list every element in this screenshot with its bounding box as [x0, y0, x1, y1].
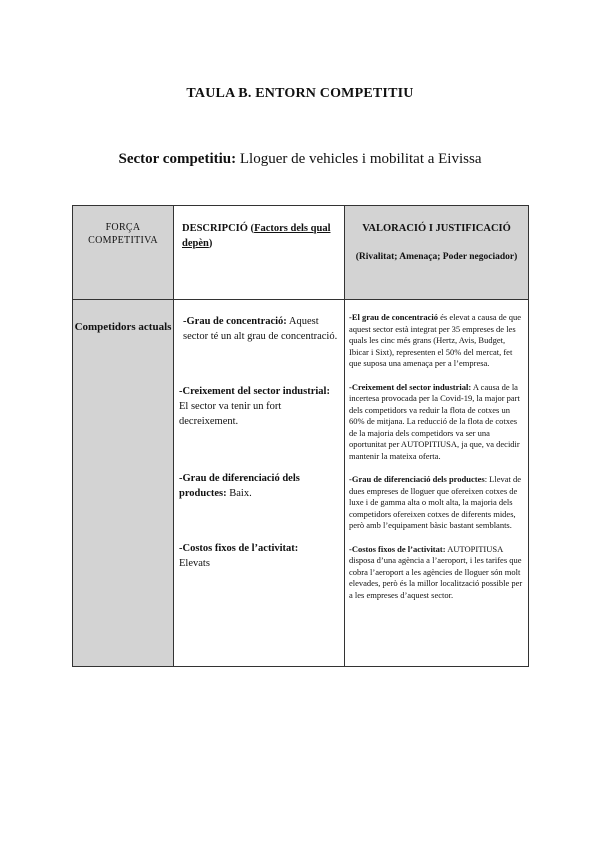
description-item-growth: -Creixement del sector industrial: El sector va tenir un fort decreixement.	[179, 386, 330, 427]
table-row	[73, 300, 529, 667]
justification-item-concentration: -El grau de concentració és elevat a causa de que aquest sector està integrat per 35 empreses de les quals les cinc més grans (Hertz, Avis, Budget, Ibicar i Sixt), representen el 50% del mercat, fet que suposa una amenaça per a l’empresa.	[349, 312, 522, 368]
header-valuation	[345, 206, 529, 300]
row-label-current-competitors: Competidors actuals	[73, 300, 174, 667]
justification-cell	[345, 300, 529, 667]
header-description: DESCRIPCIÓ (Factors dels qual depèn)	[174, 206, 345, 300]
sector-label: Sector competitiu:	[118, 151, 237, 167]
justification-item-differentiation: -Grau de diferenciació dels productes: Llevat de dues empreses de lloguer que ofereixen cotxes de luxe i de gamma alta o molt alta, la majoria dels competidors ofereixen cotxes de diferents mides, però amb l’equipament bàsic bastant semblants.	[349, 474, 522, 530]
header-valuation-title: VALORACIÓ I JUSTIFICACIÓ	[362, 223, 511, 234]
justification-item-growth: -Creixement del sector industrial: A causa de la incertesa provocada per la Covid-19, la major part dels competidors va reduir la flota de cotxes un 60% de mitjana. La reducció de la flota de cotxes de la majoria dels competidors va ser una oportunitat per AUTOPITIUSA, ja que, va decidir mantenir la mateixa oferta.	[349, 381, 520, 461]
header-competitive-force: FORÇA COMPETITIVA	[73, 206, 174, 300]
document-title: TAULA B. ENTORN COMPETITIU	[186, 86, 414, 101]
sector-line	[0, 151, 600, 168]
justification-item-fixed-costs: -Costos fixos de l’activitat: AUTOPITIUSA disposa d’una agència a l’aeroport, i les tarifes que cobra l’aeroport a les agències de lloguer són molt elevades, però és la millor localització possible per a les empreses d’aquest sector.	[349, 543, 523, 600]
description-item-concentration: -Grau de concentració: Aquest sector té un alt grau de concentració.	[183, 316, 338, 342]
table-header-row	[73, 206, 529, 300]
description-item-fixed-costs: -Costos fixos de l’activitat: Elevats	[179, 543, 299, 569]
description-item-differentiation: -Grau de diferenciació dels productes: Baix.	[179, 473, 300, 499]
header-description-underlined: Factors dels qual depèn	[182, 223, 331, 249]
header-valuation-sub: (Rivalitat; Amenaça; Poder negociador)	[355, 252, 518, 262]
description-cell	[174, 300, 345, 667]
sector-value: Lloguer de vehicles i mobilitat a Eivissa	[239, 151, 482, 167]
competitive-environment-table	[72, 205, 529, 667]
